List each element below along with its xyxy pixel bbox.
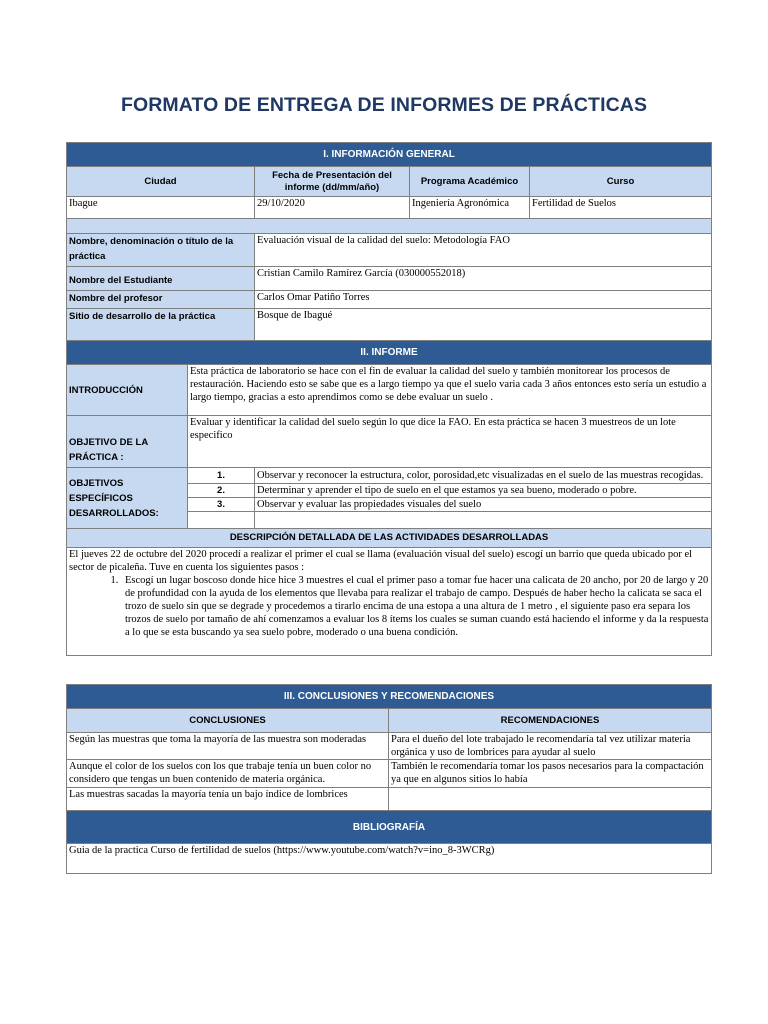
estudiante-label: Nombre del Estudiante	[67, 267, 255, 291]
conclusion-cell: Según las muestras que toma la mayoría de las muestra son moderadas	[67, 733, 389, 760]
section-header-informe: II. INFORME	[67, 341, 712, 365]
profesor-label: Nombre del profesor	[67, 291, 255, 309]
especifico-number: 2.	[188, 484, 255, 498]
especifico-number: 1.	[188, 468, 255, 484]
column-header-ciudad: Ciudad	[67, 167, 255, 197]
especifico-text: Observar y evaluar las propiedades visuales del suelo	[255, 498, 712, 512]
column-header-curso: Curso	[530, 167, 712, 197]
recomendacion-cell	[389, 788, 712, 811]
estudiante-value: Cristian Camilo Ramírez García (030000552018)	[255, 267, 712, 291]
descripcion-header: DESCRIPCIÓN DETALLADA DE LAS ACTIVIDADES DESARROLLADAS	[67, 529, 712, 548]
introduccion-text: Esta práctica de laboratorio se hace con el fin de evaluar la calidad del suelo y también monitorear los procesos de restauración. Haciendo esto se sabe que es a largo tiempo ya que el suelo varia cada 3 años entonces esto sería un estudio a largo tiempo, gracias a esto aprendimos como se debe evaluar un suelo .	[188, 365, 712, 416]
profesor-value: Carlos Omar Patiño Torres	[255, 291, 712, 309]
recomendacion-cell: También le recomendaría tomar los pasos necesarios para la compactación ya que en algunos sitios lo había	[389, 760, 712, 788]
curso-value: Fertilidad de Suelos	[530, 197, 712, 219]
info-table	[66, 142, 712, 656]
recomendacion-cell: Para el dueño del lote trabajado le recomendaría tal vez utilizar materia orgánica y uso de lombrices para ayudar al suelo	[389, 733, 712, 760]
column-header-fecha: Fecha de Presentación del informe (dd/mm/año)	[255, 167, 410, 197]
especifico-empty-text	[255, 512, 712, 529]
column-header-programa: Programa Académico	[410, 167, 530, 197]
section-header-conclusiones: III. CONCLUSIONES Y RECOMENDACIONES	[67, 685, 712, 709]
column-header-conclusiones: CONCLUSIONES	[67, 709, 389, 733]
objetivos-especificos-label: OBJETIVOS ESPECÍFICOS DESARROLLADOS:	[67, 468, 188, 529]
conclusiones-table	[66, 684, 712, 874]
objetivo-text: Evaluar y identificar la calidad del suelo según lo que dice la FAO. En esta práctica se hacen 3 muestreos de un lote especifico	[188, 416, 712, 468]
fecha-value: 29/10/2020	[255, 197, 410, 219]
especifico-text: Determinar y aprender el tipo de suelo en el que estamos ya sea bueno, moderado o pobre.	[255, 484, 712, 498]
spacer-row	[67, 219, 712, 234]
introduccion-label: INTRODUCCIÓN	[67, 365, 188, 416]
titulo-practica-value: Evaluación visual de la calidad del suelo: Metodología FAO	[255, 234, 712, 267]
sitio-value: Bosque de Ibagué	[255, 309, 712, 341]
section-header-bibliografia: BIBLIOGRAFÍA	[67, 811, 712, 844]
descripcion-step: 1. Escogí un lugar boscoso donde hice hice 3 muestres el cual el primer paso a tomar fue hacer una calicata de 20 ancho, por 20 de largo y 20 de profundidad con la ayuda de los elementos que llevaba para realizar el trabajo de campo. Después de haber hecho la calicata se saca el trozo de suelo sin que se degrade y procedemos a tirarlo encima de una estopa a una altura de 1 metro , el siguiente paso era separa los trozos de suelo por tamaño de ahí comenzamos a evaluar los 8 ítems los cuales se suman cuando está haciendo el informe y da la respuesta a lo que se esta buscando ya sea suelo pobre, moderado o una buena condición.	[121, 574, 709, 639]
especifico-text: Observar y reconocer la estructura, color, porosidad,etc visualizadas en el suelo de las muestras recogidas.	[255, 468, 712, 484]
titulo-practica-label: Nombre, denominación o título de la práctica	[67, 234, 255, 267]
ciudad-value: Ibague	[67, 197, 255, 219]
page-title: FORMATO DE ENTREGA DE INFORMES DE PRÁCTICAS	[120, 94, 648, 116]
objetivo-label: OBJETIVO DE LA PRÁCTICA :	[67, 416, 188, 468]
especifico-empty-number	[188, 512, 255, 529]
column-header-recomendaciones: RECOMENDACIONES	[389, 709, 712, 733]
sitio-label: Sitio de desarrollo de la práctica	[67, 309, 255, 341]
descripcion-steps	[69, 574, 709, 639]
especifico-number: 3.	[188, 498, 255, 512]
descripcion-body	[67, 548, 712, 656]
section-header-informacion-general: I. INFORMACIÓN GENERAL	[67, 143, 712, 167]
conclusion-cell: Aunque el color de los suelos con los que trabaje tenía un buen color no considero que tengas un buen contenido de materia orgánica.	[67, 760, 389, 788]
descripcion-intro: El jueves 22 de octubre del 2020 procedí a realizar el primer el cual se llama (evaluación visual del suelo) escogí un barrio que queda ubicado por el sector de picaleña. Tuve en cuenta los siguientes pasos :	[69, 549, 693, 573]
bibliografia-text: Guia de la practica Curso de fertilidad de suelos (https://www.youtube.com/watch?v=ino_8-3WCRg)	[67, 844, 712, 874]
conclusion-cell: Las muestras sacadas la mayoría tenía un bajo índice de lombrices	[67, 788, 389, 811]
programa-value: Ingeniería Agronómica	[410, 197, 530, 219]
